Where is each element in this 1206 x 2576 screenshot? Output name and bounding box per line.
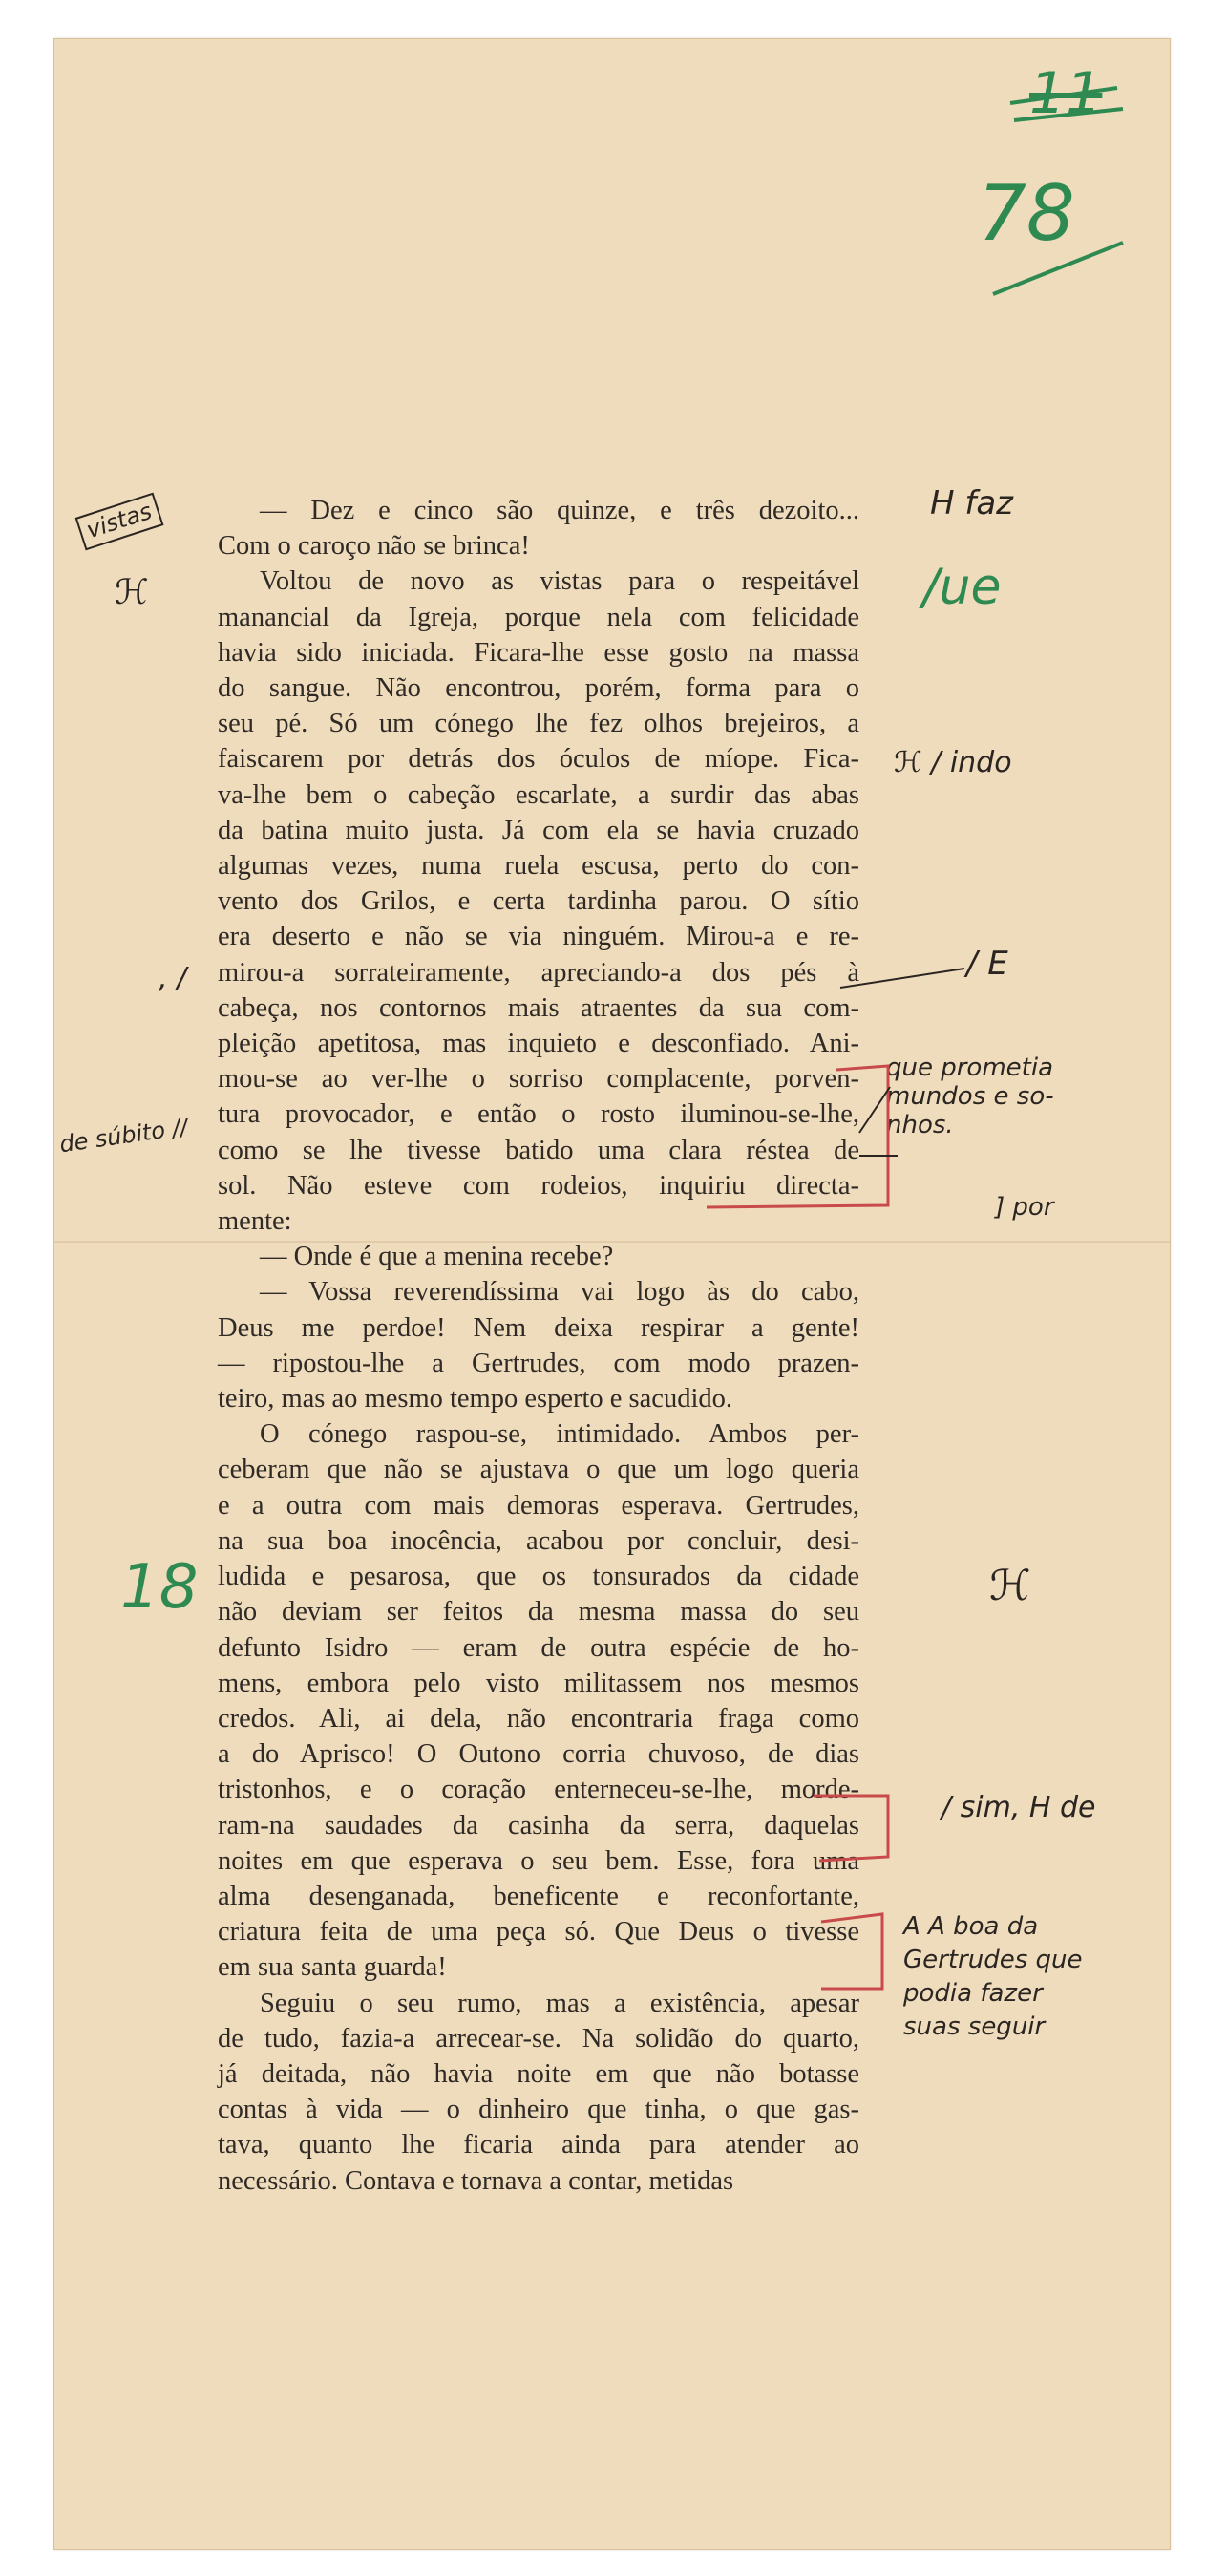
text-line: ram-na saudades da casinha da serra, daquelas [218, 1810, 859, 1841]
text-line: alma desenganada, beneficente e reconfortante, [218, 1881, 859, 1911]
text-line: do sangue. Não encontrou, porém, forma para o [218, 673, 859, 704]
text-line: mou-se ao ver-lhe o sorriso complacente, porven- [218, 1064, 859, 1095]
text-line: Com o caroço não se brinca! [218, 531, 530, 562]
text-line: — Onde é que a menina recebe? [260, 1242, 614, 1272]
gertrudes-line-1: A A boa da [903, 1912, 1039, 1941]
text-line: O cónego raspou-se, intimidado. Ambos per- [260, 1419, 859, 1450]
text-line: criatura feita de uma peça só. Que Deus o tivesse [218, 1917, 859, 1948]
text-line: manancial da Igreja, porque nela com felicidade [218, 602, 859, 632]
text-line: em sua santa guarda! [218, 1952, 447, 1983]
margin-note-por: ] por [995, 1193, 1054, 1222]
text-line: da batina muito justa. Já com ela se havia cruzado [218, 815, 859, 845]
red-bracket-1 [707, 1066, 888, 1207]
margin-note-lindo: ℋ / indo [894, 746, 1012, 779]
folio-strike-1 [1010, 88, 1117, 103]
guide-line-3 [840, 969, 964, 988]
text-line: teiro, mas ao mesmo tempo esperto e sacudido. [218, 1384, 732, 1415]
text-line: credos. Ali, ai dela, não encontraria fraga como [218, 1703, 859, 1734]
text-line: como se lhe tivesse batido uma clara réstea de [218, 1135, 859, 1165]
text-line: defunto Isidro — eram de outra espécie de ho- [218, 1632, 859, 1663]
prometia-line-2: mundos e so- [886, 1081, 1054, 1111]
text-line: tura provocador, e então o rosto iluminou-se-lhe, [218, 1099, 859, 1130]
text-line: Deus me perdoe! Nem deixa respirar a gente! [218, 1312, 859, 1343]
margin-note-isidro: / sim, H de [942, 1791, 1096, 1824]
text-line: mirou-a sorrateiramente, apreciando-a dos pés à [218, 957, 859, 988]
text-line: de tudo, fazia-a arrecear-se. Na solidão do quarto, [218, 2023, 859, 2054]
text-line: — Dez e cinco são quinze, e três dezoito... [260, 496, 859, 525]
margin-note-de-subito: de súbito // [57, 1113, 190, 1159]
prometia-line-1: que prometia [886, 1054, 1054, 1082]
text-line: — Vossa reverendíssima vai logo às do cabo, [260, 1277, 859, 1308]
text-line: Seguiu o seu rumo, mas a existência, apesar [260, 1988, 859, 2018]
folio-strike-2 [1014, 109, 1123, 120]
folio-new: 78 [978, 169, 1075, 258]
text-line: e a outra com mais demoras esperava. Gertrudes, [218, 1490, 859, 1521]
text-line: ludida e pesarosa, que os tonsurados da cidade [218, 1562, 859, 1592]
text-line: algumas vezes, numa ruela escusa, perto do con- [218, 851, 859, 882]
text-line: — ripostou-lhe a Gertrudes, com modo prazen- [218, 1348, 859, 1378]
margin-mark-h1: ℋ [115, 573, 149, 612]
margin-note-e: / E [966, 945, 1008, 983]
text-line: mens, embora pelo visto militassem nos mesmos [218, 1668, 859, 1698]
margin-comma-mark: , / [159, 962, 187, 995]
gertrudes-line-2: Gertrudes que [903, 1946, 1083, 1975]
folio-old: 11 [1029, 60, 1103, 127]
red-bracket-2 [814, 1796, 888, 1861]
text-line: mente: [218, 1206, 292, 1237]
text-line: ceberam que não se ajustava o que um logo queria [218, 1455, 859, 1485]
text-line: na sua boa inocência, acabou por concluir, desi- [218, 1525, 859, 1556]
text-line: necessário. Contava e tornava a contar, metidas [218, 2165, 734, 2196]
guide-line-1 [859, 1087, 890, 1133]
margin-note-vistas: vistas [75, 493, 164, 550]
text-line: não deviam ser feitos da mesma massa do seu [218, 1597, 859, 1628]
text-line: já deitada, não havia noite em que não botasse [218, 2058, 859, 2089]
text-line: era deserto e não se via ninguém. Mirou-a e re- [218, 922, 859, 952]
text-line: va-lhe bem o cabeção escarlate, a surdir das abas [218, 779, 859, 810]
margin-mark-18: 18 [120, 1552, 199, 1623]
text-line: tava, quanto lhe ficaria ainda para atender ao [218, 2130, 859, 2161]
text-line: tristonhos, e o coração enterneceu-se-lhe, morde- [218, 1775, 859, 1805]
prometia-line-3: nhos. [886, 1110, 954, 1139]
text-line: a do Aprisco! O Outono corria chuvoso, de dias [218, 1739, 859, 1770]
folio-underline [993, 243, 1123, 294]
text-line: cabeça, nos contornos mais atraentes da sua com- [218, 992, 859, 1023]
margin-note-h-faz: H faz [930, 484, 1014, 522]
text-line: vento dos Grilos, e certa tardinha parou. O sítio [218, 886, 859, 917]
text-line: havia sido iniciada. Ficara-lhe esse gosto na massa [218, 637, 859, 668]
text-line: contas à vida — o dinheiro que tinha, o que gas- [218, 2095, 859, 2125]
margin-note-iue: /ue [922, 559, 1002, 616]
text-line: Voltou de novo as vistas para o respeitável [260, 566, 859, 597]
gertrudes-line-3: podia fazer [903, 1979, 1043, 2009]
gertrudes-line-4: suas seguir [903, 2012, 1046, 2042]
text-line: sol. Não esteve com rodeios, inquiriu directa- [218, 1170, 859, 1201]
red-bracket-3 [821, 1914, 882, 1989]
text-line: noites em que esperava o seu bem. Esse, fora uma [218, 1845, 859, 1876]
text-line: seu pé. Só um cónego lhe fez olhos brejeiros, a [218, 709, 859, 739]
margin-mark-h2: ℋ [989, 1562, 1031, 1610]
text-line: faiscarem por detrás dos óculos de míope. Fica- [218, 744, 859, 775]
text-line: pleição apetitosa, mas inquieto e desconfiado. Ani- [218, 1029, 859, 1059]
